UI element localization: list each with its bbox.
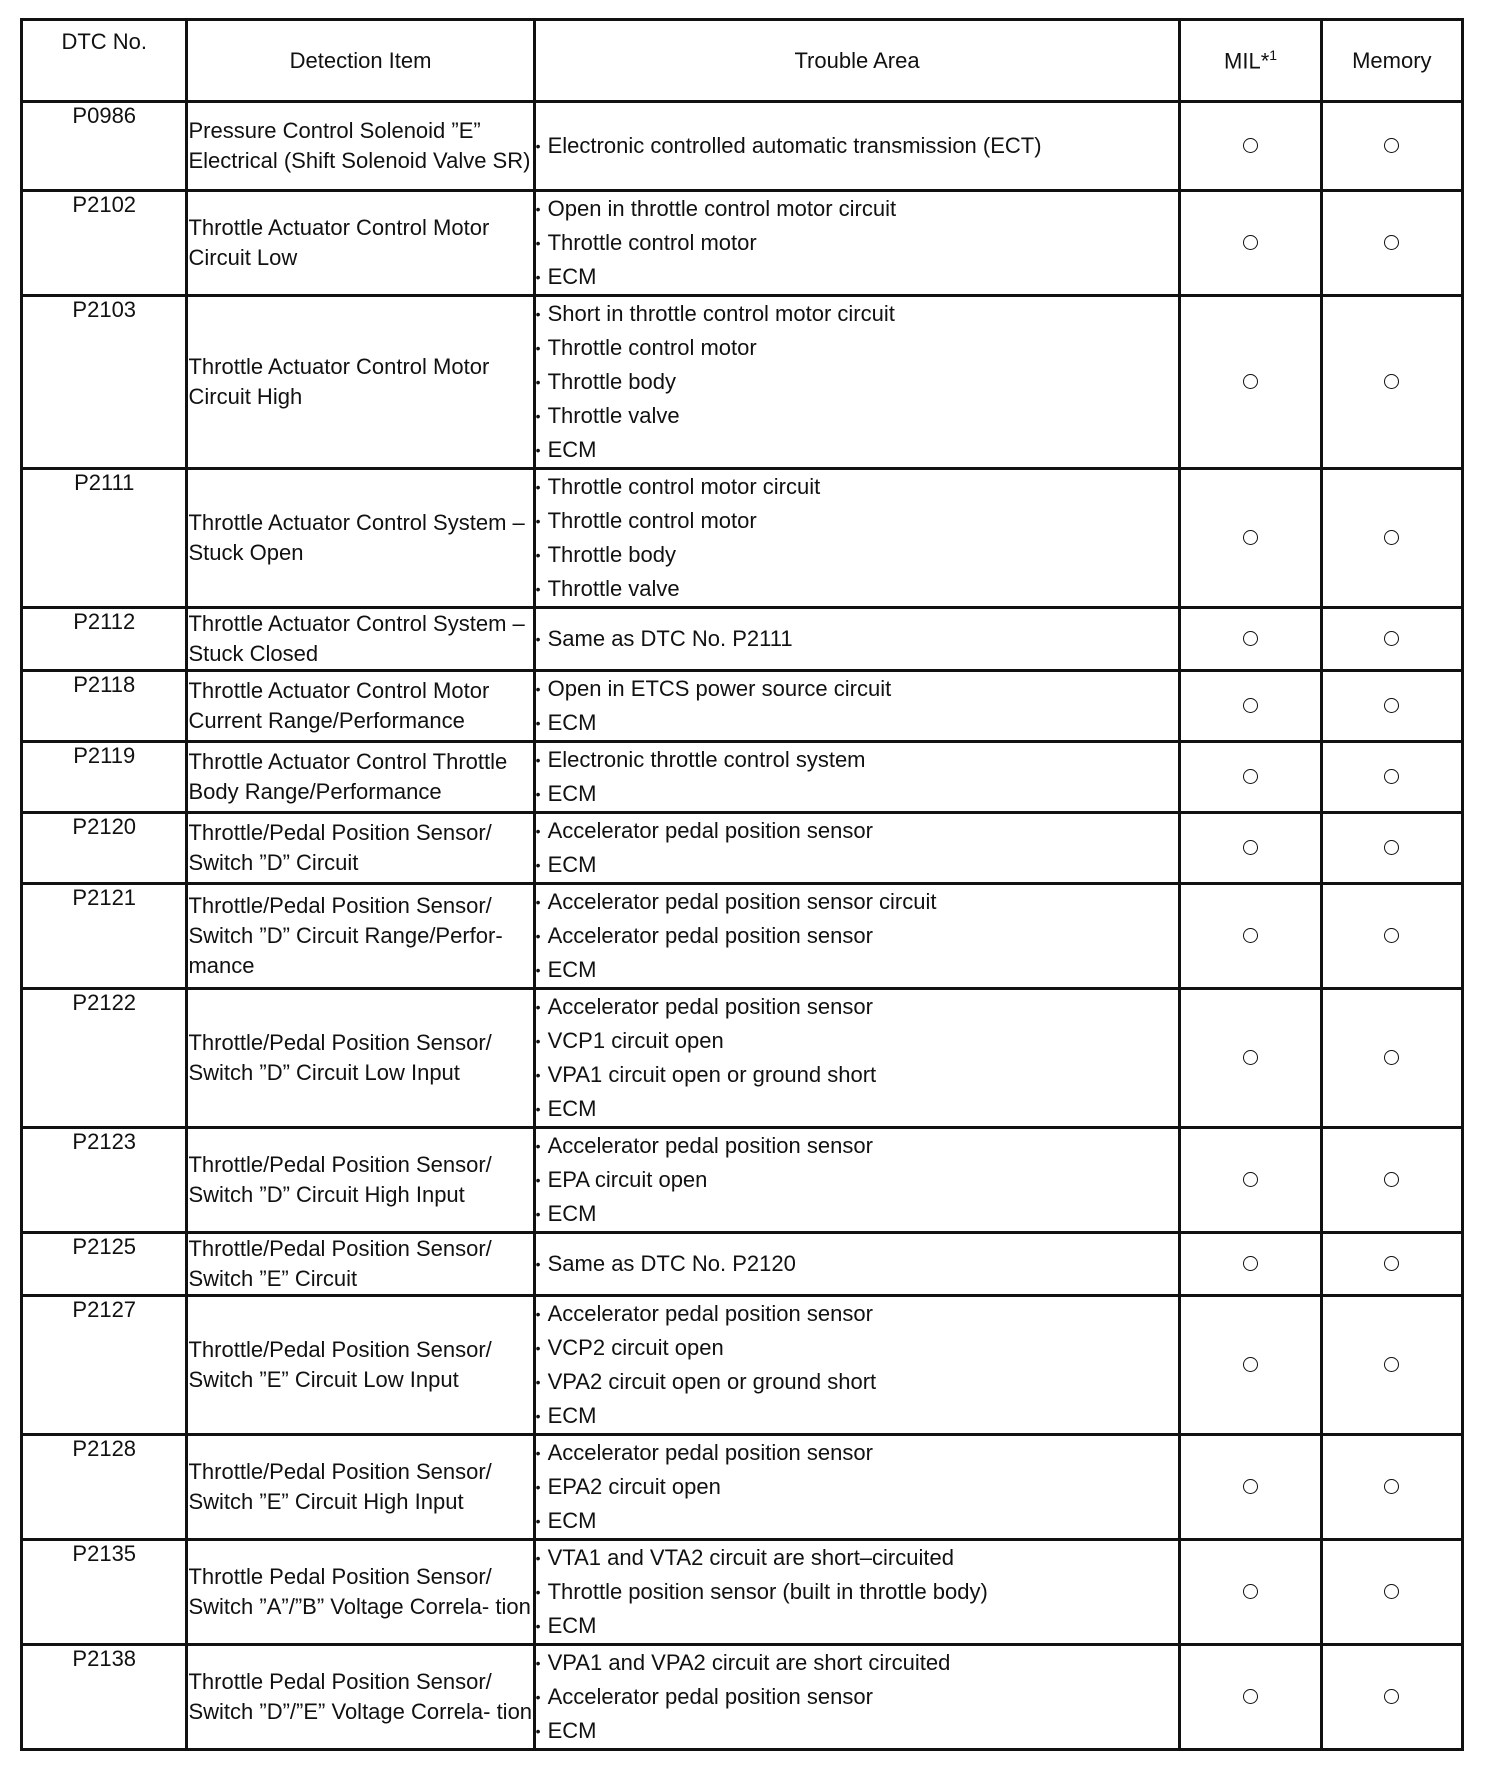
detection-item: Throttle Actuator Control Motor Current Range/Performance (187, 671, 534, 742)
bullet-icon: • (535, 631, 541, 647)
trouble-area-list (536, 129, 1179, 163)
circle-icon (1384, 1256, 1399, 1271)
detection-item: Throttle Pedal Position Sensor/ Switch ”D”/”E” Voltage Correla- tion (187, 1645, 534, 1750)
bullet-icon: • (535, 1655, 541, 1671)
trouble-area-text: ECM (547, 1613, 597, 1638)
bullet-icon: • (535, 1408, 541, 1424)
memory-cell (1321, 671, 1462, 742)
trouble-area-text: Accelerator pedal position sensor (547, 1133, 873, 1158)
trouble-area (534, 608, 1180, 671)
list-item (536, 1365, 1179, 1399)
trouble-area-text: Throttle body (547, 369, 677, 394)
trouble-area-list (536, 1247, 1179, 1281)
detection-item: Throttle/Pedal Position Sensor/ Switch ”D” Circuit High Input (187, 1128, 534, 1233)
trouble-area-text: VCP2 circuit open (547, 1335, 724, 1360)
trouble-area-list (536, 1297, 1179, 1433)
trouble-area (534, 989, 1180, 1128)
table-row (22, 296, 1463, 469)
memory-cell (1321, 989, 1462, 1128)
mil-cell (1180, 671, 1321, 742)
trouble-area-text: Throttle valve (547, 403, 680, 428)
dtc-code: P2128 (22, 1435, 187, 1540)
trouble-area (534, 102, 1180, 191)
detection-item: Throttle/Pedal Position Sensor/ Switch ”E” Circuit Low Input (187, 1296, 534, 1435)
bullet-icon: • (535, 1550, 541, 1566)
trouble-area (534, 884, 1180, 989)
bullet-icon: • (535, 1445, 541, 1461)
dtc-code: P2112 (22, 608, 187, 671)
header-mil-footnote: 1 (1269, 46, 1278, 63)
circle-icon (1243, 1050, 1258, 1065)
memory-cell (1321, 1540, 1462, 1645)
list-item (536, 1058, 1179, 1092)
detection-item: Throttle Actuator Control System – Stuck Open (187, 469, 534, 608)
bullet-icon: • (535, 1374, 541, 1390)
list-item (536, 297, 1179, 331)
trouble-area (534, 1233, 1180, 1296)
header-mil (1180, 20, 1321, 102)
bullet-icon: • (535, 408, 541, 424)
table-row (22, 1645, 1463, 1750)
trouble-area (534, 191, 1180, 296)
circle-icon (1243, 1172, 1258, 1187)
bullet-icon: • (535, 1067, 541, 1083)
dtc-code: P2120 (22, 813, 187, 884)
mil-cell (1180, 989, 1321, 1128)
trouble-area (534, 1540, 1180, 1645)
mil-cell (1180, 469, 1321, 608)
detection-item: Throttle Actuator Control Motor Circuit High (187, 296, 534, 469)
mil-cell (1180, 1296, 1321, 1435)
trouble-area (534, 1296, 1180, 1435)
circle-icon (1384, 1689, 1399, 1704)
detection-item: Throttle Actuator Control Throttle Body Range/Performance (187, 742, 534, 813)
header-dtc-no: DTC No. (22, 20, 187, 102)
detection-item: Throttle Actuator Control System – Stuck Closed (187, 608, 534, 671)
trouble-area-text: Accelerator pedal position sensor (547, 818, 873, 843)
list-item (536, 1092, 1179, 1126)
trouble-area-text: Accelerator pedal position sensor circuit (547, 889, 937, 914)
list-item (536, 129, 1179, 163)
circle-icon (1243, 928, 1258, 943)
mil-cell (1180, 884, 1321, 989)
memory-cell (1321, 296, 1462, 469)
trouble-area-text: ECM (547, 1201, 597, 1226)
bullet-icon: • (535, 1138, 541, 1154)
list-item (536, 919, 1179, 953)
trouble-area-text: VPA1 and VPA2 circuit are short circuited (547, 1650, 951, 1675)
dtc-code: P2111 (22, 469, 187, 608)
detection-item: Throttle/Pedal Position Sensor/ Switch ”E” Circuit High Input (187, 1435, 534, 1540)
list-item (536, 1680, 1179, 1714)
trouble-area-text: ECM (547, 710, 597, 735)
table-row (22, 813, 1463, 884)
dtc-code: P2121 (22, 884, 187, 989)
trouble-area (534, 469, 1180, 608)
list-item (536, 1646, 1179, 1680)
bullet-icon: • (535, 513, 541, 529)
circle-icon (1243, 1584, 1258, 1599)
trouble-area-text: EPA circuit open (547, 1167, 708, 1192)
mil-cell (1180, 1128, 1321, 1233)
bullet-icon: • (535, 138, 541, 154)
detection-item: Pressure Control Solenoid ”E” Electrical (Shift Solenoid Valve SR) (187, 102, 534, 191)
memory-cell (1321, 191, 1462, 296)
trouble-area-text: Open in ETCS power source circuit (547, 676, 892, 701)
trouble-area-text: EPA2 circuit open (547, 1474, 721, 1499)
detection-item: Throttle/Pedal Position Sensor/ Switch ”E” Circuit (187, 1233, 534, 1296)
circle-icon (1384, 698, 1399, 713)
memory-cell (1321, 742, 1462, 813)
circle-icon (1384, 530, 1399, 545)
bullet-icon: • (535, 479, 541, 495)
trouble-area (534, 1128, 1180, 1233)
trouble-area-list (536, 297, 1179, 467)
header-mil-label: MIL* (1224, 48, 1270, 74)
list-item (536, 192, 1179, 226)
mil-cell (1180, 296, 1321, 469)
circle-icon (1384, 769, 1399, 784)
circle-icon (1243, 1357, 1258, 1372)
trouble-area-text: ECM (547, 1096, 597, 1121)
bullet-icon: • (535, 201, 541, 217)
circle-icon (1243, 631, 1258, 646)
memory-cell (1321, 469, 1462, 608)
dtc-code: P2118 (22, 671, 187, 742)
trouble-area-list (536, 470, 1179, 606)
dtc-code: P2135 (22, 1540, 187, 1645)
bullet-icon: • (535, 786, 541, 802)
bullet-icon: • (535, 823, 541, 839)
memory-cell (1321, 813, 1462, 884)
bullet-icon: • (535, 1306, 541, 1322)
list-item (536, 706, 1179, 740)
dtc-code: P0986 (22, 102, 187, 191)
bullet-icon: • (535, 894, 541, 910)
trouble-area (534, 813, 1180, 884)
table-row (22, 742, 1463, 813)
bullet-icon: • (535, 681, 541, 697)
circle-icon (1243, 698, 1258, 713)
mil-cell (1180, 608, 1321, 671)
trouble-area-text: Same as DTC No. P2111 (547, 626, 793, 651)
circle-icon (1384, 840, 1399, 855)
mil-cell (1180, 1435, 1321, 1540)
bullet-icon: • (535, 715, 541, 731)
list-item (536, 1541, 1179, 1575)
circle-icon (1243, 235, 1258, 250)
trouble-area-text: ECM (547, 437, 597, 462)
memory-cell (1321, 1435, 1462, 1540)
circle-icon (1384, 928, 1399, 943)
trouble-area (534, 1435, 1180, 1540)
bullet-icon: • (535, 1206, 541, 1222)
bullet-icon: • (535, 1513, 541, 1529)
list-item (536, 622, 1179, 656)
list-item (536, 260, 1179, 294)
detection-item: Throttle/Pedal Position Sensor/ Switch ”D” Circuit Range/Perfor- mance (187, 884, 534, 989)
trouble-area-text: ECM (547, 852, 597, 877)
circle-icon (1384, 235, 1399, 250)
dtc-code: P2123 (22, 1128, 187, 1233)
memory-cell (1321, 884, 1462, 989)
list-item (536, 885, 1179, 919)
trouble-area-text: VPA2 circuit open or ground short (547, 1369, 877, 1394)
table-row (22, 671, 1463, 742)
trouble-area-text: Electronic throttle control system (547, 747, 866, 772)
trouble-area-text: Accelerator pedal position sensor (547, 1684, 873, 1709)
trouble-area-list (536, 1129, 1179, 1231)
mil-cell (1180, 742, 1321, 813)
list-item (536, 572, 1179, 606)
trouble-area-list (536, 1436, 1179, 1538)
bullet-icon: • (535, 306, 541, 322)
table-row (22, 1128, 1463, 1233)
trouble-area-text: Accelerator pedal position sensor (547, 994, 873, 1019)
trouble-area (534, 1645, 1180, 1750)
list-item (536, 1714, 1179, 1748)
trouble-area-text: Same as DTC No. P2120 (547, 1251, 796, 1276)
memory-cell (1321, 608, 1462, 671)
dtc-code: P2102 (22, 191, 187, 296)
bullet-icon: • (535, 581, 541, 597)
trouble-area-text: Throttle control motor (547, 335, 757, 360)
trouble-area-text: Short in throttle control motor circuit (547, 301, 895, 326)
bullet-icon: • (535, 1340, 541, 1356)
detection-item: Throttle/Pedal Position Sensor/ Switch ”D” Circuit Low Input (187, 989, 534, 1128)
table-row (22, 1435, 1463, 1540)
list-item (536, 331, 1179, 365)
trouble-area-list (536, 672, 1179, 740)
trouble-area-text: ECM (547, 1508, 597, 1533)
trouble-area-text: ECM (547, 781, 597, 806)
circle-icon (1384, 1479, 1399, 1494)
list-item (536, 672, 1179, 706)
circle-icon (1243, 138, 1258, 153)
mil-cell (1180, 813, 1321, 884)
circle-icon (1384, 1357, 1399, 1372)
table-row (22, 884, 1463, 989)
mil-cell (1180, 1645, 1321, 1750)
memory-cell (1321, 1233, 1462, 1296)
header-detection-item: Detection Item (187, 20, 534, 102)
mil-cell (1180, 191, 1321, 296)
circle-icon (1243, 769, 1258, 784)
detection-item: Throttle Pedal Position Sensor/ Switch ”A”/”B” Voltage Correla- tion (187, 1540, 534, 1645)
trouble-area-text: Accelerator pedal position sensor (547, 1440, 873, 1465)
circle-icon (1243, 530, 1258, 545)
trouble-area-text: Throttle valve (547, 576, 680, 601)
list-item (536, 538, 1179, 572)
memory-cell (1321, 1296, 1462, 1435)
list-item (536, 990, 1179, 1024)
trouble-area-text: VCP1 circuit open (547, 1028, 724, 1053)
dtc-code: P2122 (22, 989, 187, 1128)
list-item (536, 1399, 1179, 1433)
circle-icon (1384, 1050, 1399, 1065)
bullet-icon: • (535, 547, 541, 563)
list-item (536, 1575, 1179, 1609)
list-item (536, 1247, 1179, 1281)
list-item (536, 1504, 1179, 1538)
trouble-area-list (536, 885, 1179, 987)
list-item (536, 1163, 1179, 1197)
list-item (536, 1331, 1179, 1365)
trouble-area-list (536, 622, 1179, 656)
trouble-area-text: VPA1 circuit open or ground short (547, 1062, 877, 1087)
dtc-code: P2138 (22, 1645, 187, 1750)
trouble-area-list (536, 192, 1179, 294)
trouble-area-text: ECM (547, 1718, 597, 1743)
trouble-area-text: Throttle position sensor (built in throttle body) (547, 1579, 988, 1604)
bullet-icon: • (535, 1256, 541, 1272)
bullet-icon: • (535, 928, 541, 944)
dtc-table (20, 18, 1464, 1751)
circle-icon (1243, 1256, 1258, 1271)
circle-icon (1243, 840, 1258, 855)
list-item (536, 470, 1179, 504)
list-item (536, 848, 1179, 882)
dtc-code: P2127 (22, 1296, 187, 1435)
list-item (536, 365, 1179, 399)
list-item (536, 1129, 1179, 1163)
circle-icon (1384, 1584, 1399, 1599)
circle-icon (1384, 1172, 1399, 1187)
bullet-icon: • (535, 1689, 541, 1705)
bullet-icon: • (535, 235, 541, 251)
dtc-code: P2103 (22, 296, 187, 469)
trouble-area-text: Throttle control motor (547, 508, 757, 533)
bullet-icon: • (535, 999, 541, 1015)
trouble-area-text: Electronic controlled automatic transmission (ECT) (547, 133, 1042, 158)
trouble-area-list (536, 1646, 1179, 1748)
memory-cell (1321, 1128, 1462, 1233)
mil-cell (1180, 1540, 1321, 1645)
bullet-icon: • (535, 374, 541, 390)
mil-cell (1180, 102, 1321, 191)
list-item (536, 1024, 1179, 1058)
trouble-area-list (536, 1541, 1179, 1643)
circle-icon (1384, 138, 1399, 153)
list-item (536, 1609, 1179, 1643)
circle-icon (1243, 374, 1258, 389)
circle-icon (1243, 1689, 1258, 1704)
list-item (536, 1470, 1179, 1504)
list-item (536, 1297, 1179, 1331)
bullet-icon: • (535, 340, 541, 356)
table-row (22, 191, 1463, 296)
trouble-area-list (536, 743, 1179, 811)
trouble-area-text: Throttle control motor (547, 230, 757, 255)
bullet-icon: • (535, 857, 541, 873)
list-item (536, 226, 1179, 260)
trouble-area-list (536, 990, 1179, 1126)
list-item (536, 953, 1179, 987)
table-row (22, 102, 1463, 191)
trouble-area-text: ECM (547, 1403, 597, 1428)
detection-item: Throttle/Pedal Position Sensor/ Switch ”D” Circuit (187, 813, 534, 884)
bullet-icon: • (535, 1033, 541, 1049)
bullet-icon: • (535, 269, 541, 285)
circle-icon (1384, 631, 1399, 646)
trouble-area (534, 296, 1180, 469)
bullet-icon: • (535, 1723, 541, 1739)
header-row (22, 20, 1463, 102)
table-row (22, 1296, 1463, 1435)
list-item (536, 399, 1179, 433)
trouble-area-list (536, 814, 1179, 882)
mil-cell (1180, 1233, 1321, 1296)
circle-icon (1243, 1479, 1258, 1494)
list-item (536, 504, 1179, 538)
trouble-area-text: ECM (547, 264, 597, 289)
list-item (536, 1197, 1179, 1231)
table-row (22, 608, 1463, 671)
bullet-icon: • (535, 752, 541, 768)
trouble-area-text: Open in throttle control motor circuit (547, 196, 897, 221)
bullet-icon: • (535, 1584, 541, 1600)
list-item (536, 1436, 1179, 1470)
trouble-area (534, 671, 1180, 742)
bullet-icon: • (535, 1479, 541, 1495)
memory-cell (1321, 1645, 1462, 1750)
memory-cell (1321, 102, 1462, 191)
list-item (536, 814, 1179, 848)
bullet-icon: • (535, 442, 541, 458)
trouble-area-text: VTA1 and VTA2 circuit are short–circuited (547, 1545, 954, 1570)
list-item (536, 433, 1179, 467)
table-row (22, 1540, 1463, 1645)
table-row (22, 989, 1463, 1128)
trouble-area (534, 742, 1180, 813)
trouble-area-text: ECM (547, 957, 597, 982)
list-item (536, 743, 1179, 777)
bullet-icon: • (535, 1172, 541, 1188)
trouble-area-text: Throttle control motor circuit (547, 474, 821, 499)
dtc-code: P2125 (22, 1233, 187, 1296)
trouble-area-text: Accelerator pedal position sensor (547, 923, 873, 948)
bullet-icon: • (535, 1101, 541, 1117)
trouble-area-text: Throttle body (547, 542, 677, 567)
table-row (22, 469, 1463, 608)
bullet-icon: • (535, 962, 541, 978)
list-item (536, 777, 1179, 811)
dtc-code: P2119 (22, 742, 187, 813)
bullet-icon: • (535, 1618, 541, 1634)
table-row (22, 1233, 1463, 1296)
trouble-area-text: Accelerator pedal position sensor (547, 1301, 873, 1326)
circle-icon (1384, 374, 1399, 389)
detection-item: Throttle Actuator Control Motor Circuit Low (187, 191, 534, 296)
header-memory: Memory (1321, 20, 1462, 102)
header-trouble-area: Trouble Area (534, 20, 1180, 102)
